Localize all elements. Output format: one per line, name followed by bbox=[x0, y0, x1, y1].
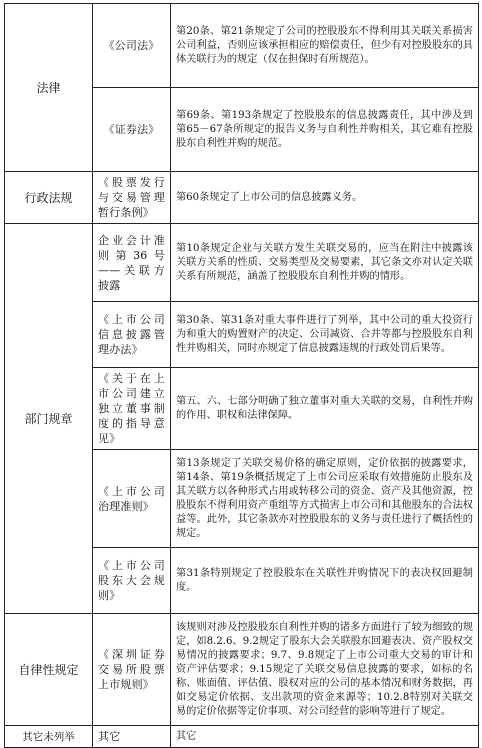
corner-mark: ˙ bbox=[477, 1, 481, 10]
source-cell: 其它 bbox=[93, 726, 171, 748]
category-cell: 自律性规定 bbox=[5, 614, 93, 726]
description-cell: 第13条规定了关联交易价格的确定原则，定价依据的披露要求，第14条、第19条概括规定了上市公司应采取有效措施防止股东及其关联方以各种形式占用或转移公司的资金、资产及其他资源，控股股东不得利用资产重组等方式损害上市公司和其他股东的合法权益等。此外，其它条款亦对控股股东的义务与责任进行了概括性的规定。 bbox=[171, 450, 479, 548]
description-cell: 其它 bbox=[171, 726, 479, 748]
source-cell: 《上市公司信息披露管理办法》 bbox=[93, 302, 171, 368]
table-row bbox=[5, 224, 479, 302]
description-cell: 第五、六、七部分明确了独立董事对重大关联的交易，自利性并购的作用、职权和法律保障。 bbox=[171, 368, 479, 450]
category-cell: 行政法规 bbox=[5, 172, 93, 224]
table-row bbox=[5, 614, 479, 726]
table-row bbox=[5, 4, 479, 88]
source-cell: 企业会计准则第36号——关联方披露 bbox=[93, 224, 171, 302]
description-cell: 第60条规定了上市公司的信息披露义务。 bbox=[171, 172, 479, 224]
category-cell: 其它未列举 bbox=[5, 726, 93, 748]
table-row bbox=[5, 726, 479, 748]
category-cell: 法律 bbox=[5, 4, 93, 172]
regulation-table bbox=[4, 3, 479, 748]
description-cell: 第69条、第193条规定了控股股东的信息披露责任，其中涉及到第65－67条所规定的报告义务与自利性并购相关，其它难有控股股东自利性并购的规范。 bbox=[171, 88, 479, 172]
description-cell: 第30条、第31条对重大事件进行了列举，其中公司的重大投资行为和重大的购置财产的决定、公司减资、合并等都与控股股东自利性并购相关，同时亦规定了信息披露违规的行政处罚后果等。 bbox=[171, 302, 479, 368]
category-cell: 部门规章 bbox=[5, 224, 93, 614]
description-cell: 第10条规定企业与关联方发生关联交易的，应当在附注中披露该关联方关系的性质、交易类型及交易要素，其它条文亦对认定关联关系有所规范，涵盖了控股股东自利性并购的情形。 bbox=[171, 224, 479, 302]
source-cell: 《深圳证券交易所股票上市规则》 bbox=[93, 614, 171, 726]
description-cell: 第20条、第21条规定了公司的控股股东不得利用其关联关系损害公司利益，否则应该承担相应的赔偿责任，但少有对控股股东的具体关联行为的规定（仅在担保时有所规范）。 bbox=[171, 4, 479, 88]
source-cell: 《上市公司股东大会规则》 bbox=[93, 548, 171, 614]
source-cell: 《公司法》 bbox=[93, 4, 171, 88]
source-cell: 《上市公司治理准则》 bbox=[93, 450, 171, 548]
source-cell: 《股票发行与交易管理暂行条例》 bbox=[93, 172, 171, 224]
description-cell: 该规则对涉及控股股东自利性并购的诸多方面进行了较为细致的规定，如8.2.6、9.2规定了股东大会关联股东回避表决、资产股权交易情况的披露要求；9.7、9.8规定了上市公司重大交易的审计和资产评估要求；9.15规定了关联交易信息披露的要求，如标的名称、账面值、评估值、股权对应的公司的基本情况和财务数据，再如交易定价依据、支出款项的资金来源等；10.2.8特别对关联交易的定价依据等定价事项、对公司经营的影响等进行了规定。 bbox=[171, 614, 479, 726]
table-row bbox=[5, 172, 479, 224]
source-cell: 《证券法》 bbox=[93, 88, 171, 172]
source-cell: 《关于在上市公司建立独立董事制度的指导意见》 bbox=[93, 368, 171, 450]
description-cell: 第31条特别规定了控股股东在关联性并购情况下的表决权回避制度。 bbox=[171, 548, 479, 614]
